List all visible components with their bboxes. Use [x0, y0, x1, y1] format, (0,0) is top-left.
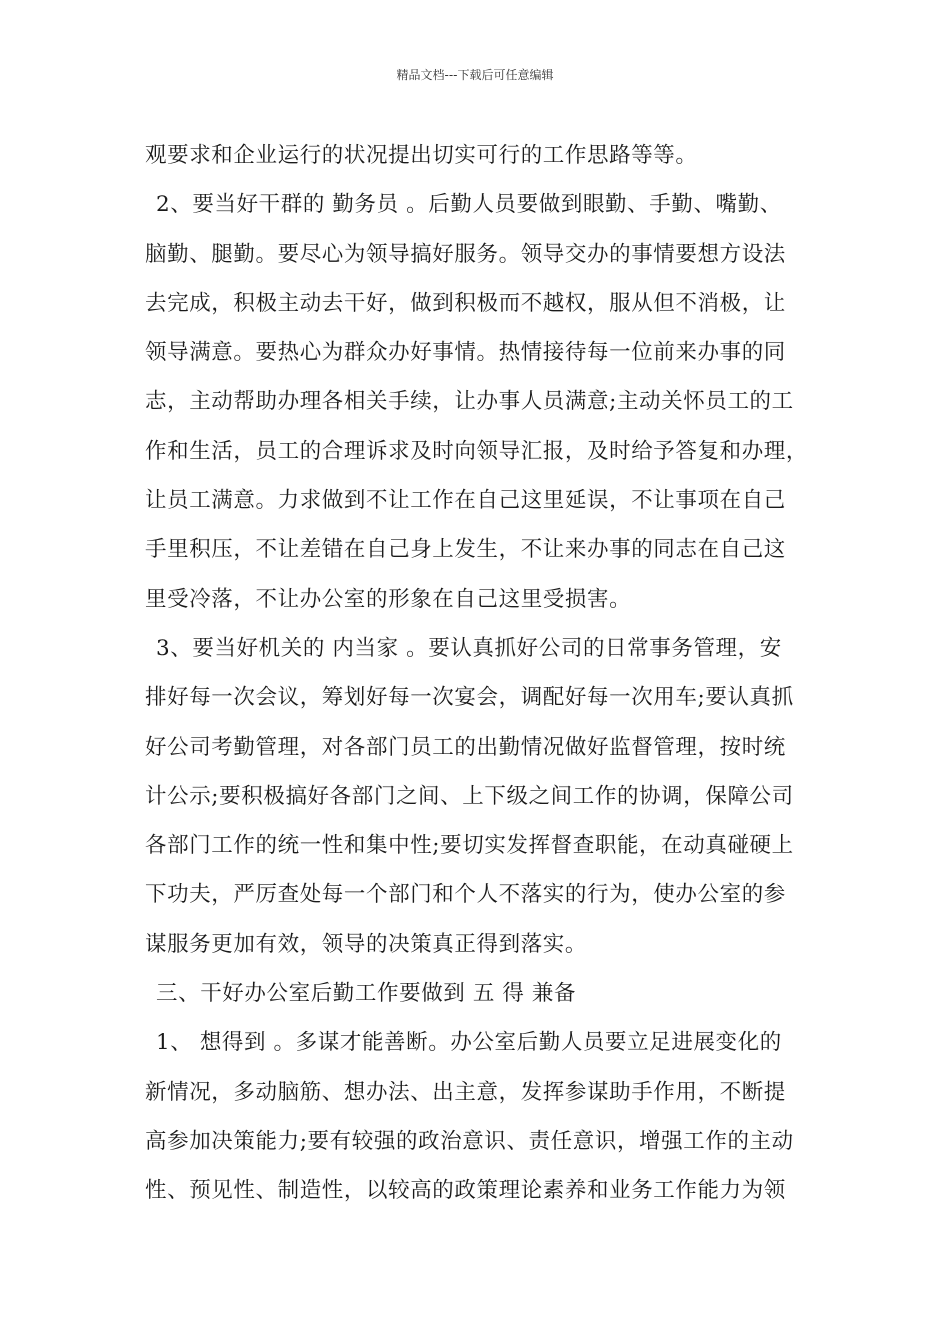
text-line: 观要求和企业运行的状况提出切实可行的工作思路等等。: [145, 143, 698, 168]
text-line: 计公示;要积极搞好各部门之间、上下级之间工作的协调，保障公司: [145, 783, 794, 809]
text-line: 手里积压，不让差错在自己身上发生，不让来办事的同志在自己这: [145, 537, 786, 563]
text-line: 谋服务更加有效，领导的决策真正得到落实。: [145, 931, 588, 957]
text-line: 2、要当好干群的 勤务员 。后勤人员要做到眼勤、手勤、嘴勤、: [156, 192, 782, 218]
text-line: 性、预见性、制造性，以较高的政策理论素养和业务工作能力为领: [145, 1178, 786, 1204]
text-line: 三、干好办公室后勤工作要做到 五 得 兼备: [156, 981, 577, 1007]
page-header: 精品文档---下载后可任意编辑: [396, 68, 554, 82]
text-line: 领导满意。要热心为群众办好事情。热情接待每一位前来办事的同: [145, 340, 786, 366]
text-line: 去完成，积极主动去干好，做到积极而不越权，服从但不消极，让: [145, 290, 786, 316]
text-line: 好公司考勤管理，对各部门员工的出勤情况做好监督管理，按时统: [145, 734, 786, 760]
text-line: 各部门工作的统一性和集中性;要切实发挥督查职能，在动真碰硬上: [145, 833, 794, 859]
text-line: 3、要当好机关的 内当家 。要认真抓好公司的日常事务管理，安: [156, 635, 782, 661]
text-line: 里受冷落，不让办公室的形象在自己这里受损害。: [145, 586, 632, 612]
text-line: 排好每一次会议，筹划好每一次宴会，调配好每一次用车;要认真抓: [145, 685, 794, 711]
text-line: 让员工满意。力求做到不让工作在自己这里延误，不让事项在自己: [145, 488, 786, 514]
text-line: 作和生活，员工的合理诉求及时向领导汇报，及时给予答复和办理，: [145, 438, 809, 464]
text-line: 脑勤、腿勤。要尽心为领导搞好服务。领导交办的事情要想方设法: [145, 241, 786, 267]
text-line: 1、 想得到 。多谋才能善断。办公室后勤人员要立足进展变化的: [156, 1030, 782, 1056]
text-line: 高参加决策能力;要有较强的政治意识、责任意识，增强工作的主动: [145, 1128, 794, 1154]
text-line: 志，主动帮助办理各相关手续，让办事人员满意;主动关怀员工的工: [145, 389, 794, 415]
text-line: 新情况，多动脑筋、想办法、出主意，发挥参谋助手作用，不断提: [145, 1079, 786, 1105]
text-line: 下功夫，严厉查处每一个部门和个人不落实的行为，使办公室的参: [145, 882, 786, 908]
document-body: [145, 131, 825, 1216]
